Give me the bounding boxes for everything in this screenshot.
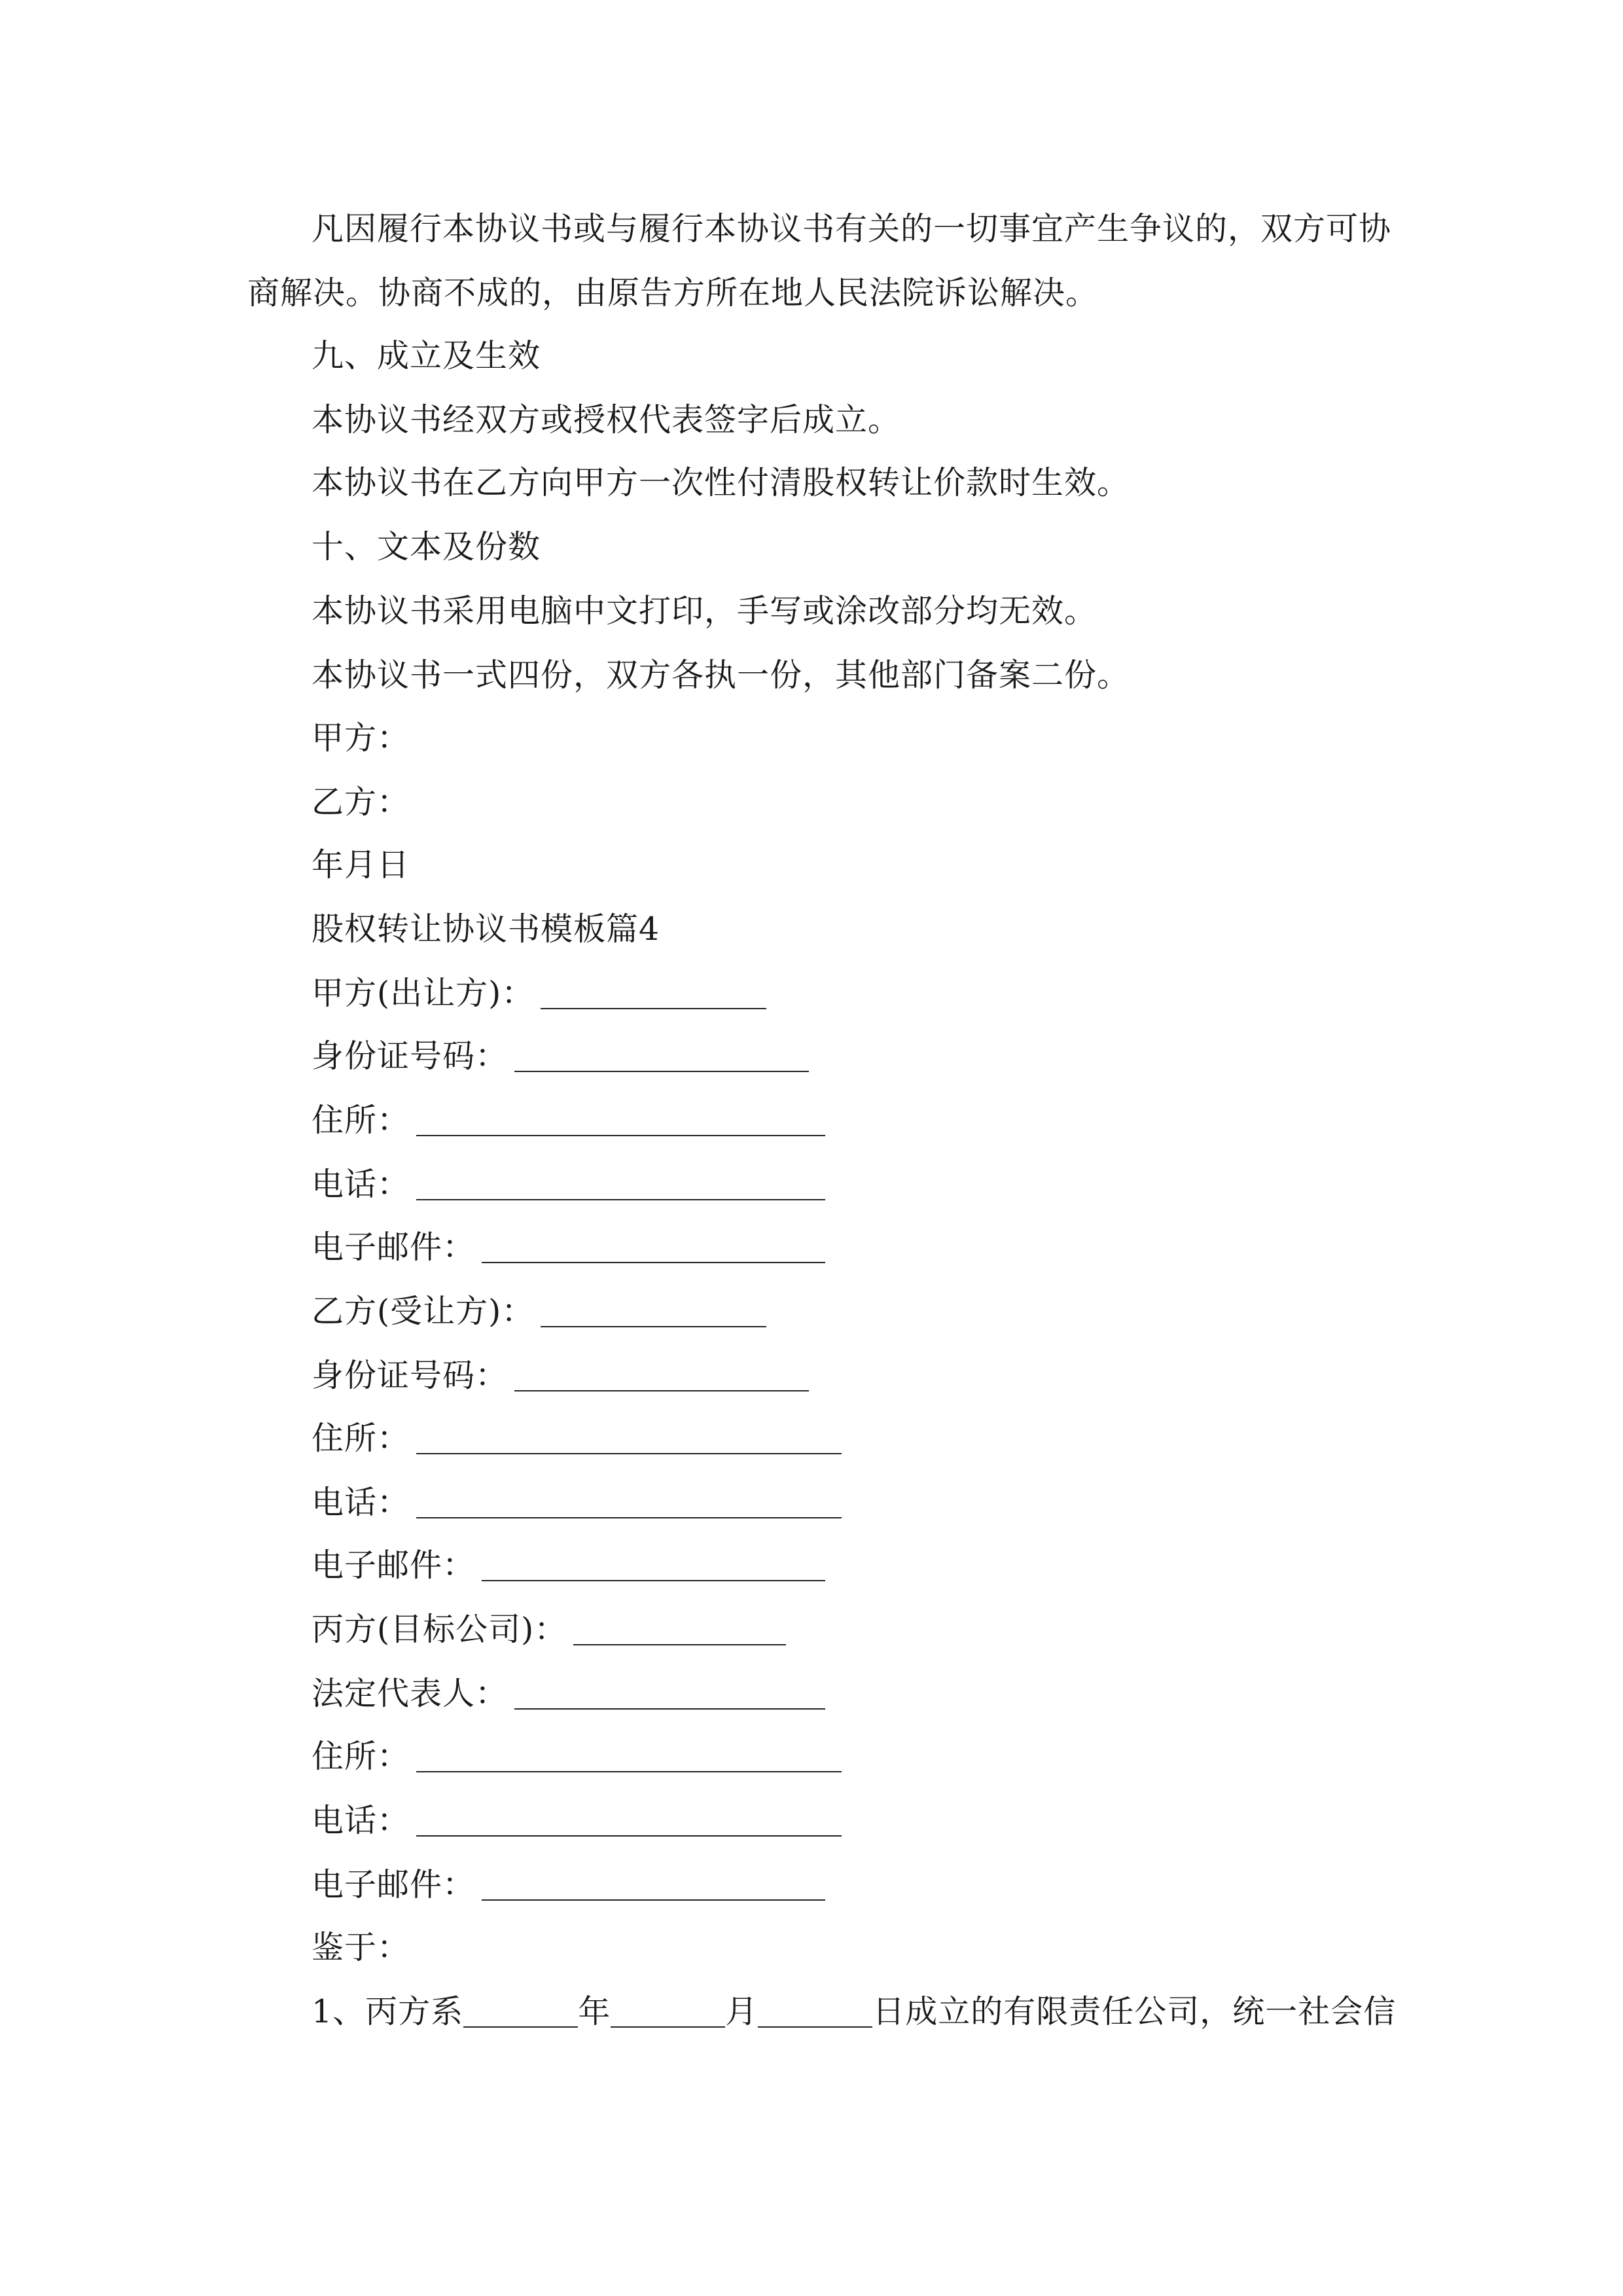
party-b-row (312, 1292, 766, 1331)
party-b-email-blank[interactable] (482, 1551, 825, 1581)
party-b-label: 乙方(受让方)： (312, 1293, 535, 1330)
whereas-1-year-blank[interactable] (463, 1998, 578, 2028)
party-a-phone-blank[interactable] (416, 1170, 825, 1200)
whereas-1-prefix: 1、丙方系 (312, 1993, 464, 2030)
party-b-id-row (312, 1356, 809, 1395)
party-b-email-label: 电子邮件： (312, 1547, 476, 1584)
whereas-1-year: 年 (578, 1993, 611, 2030)
party-c-email-label: 电子邮件： (312, 1866, 476, 1903)
whereas-1-month: 月 (725, 1993, 758, 2030)
section-10-line-2: 本协议书一式四份，双方各执一份，其他部门备案二份。 (312, 656, 1130, 694)
party-c-address-row (312, 1737, 842, 1776)
section-9-line-2: 本协议书在乙方向甲方一次性付清股权转让价款时生效。 (312, 464, 1130, 501)
whereas-label: 鉴于： (312, 1929, 410, 1966)
party-a-address-row (312, 1101, 825, 1140)
signature-party-b: 乙方： (312, 783, 410, 821)
party-b-email-row (312, 1546, 825, 1585)
party-c-email-blank[interactable] (482, 1871, 825, 1901)
whereas-1-month-blank[interactable] (611, 1998, 725, 2028)
whereas-1-suffix: 日成立的有限责任公司，统一社会信 (872, 1993, 1397, 2030)
party-c-phone-label: 电话： (312, 1802, 410, 1839)
party-c-rep-row (312, 1674, 825, 1713)
party-b-address-label: 住所： (312, 1420, 410, 1457)
whereas-item-1 (312, 1992, 1396, 2032)
party-c-phone-blank[interactable] (416, 1806, 842, 1837)
party-a-id-blank[interactable] (514, 1042, 809, 1072)
party-c-rep-blank[interactable] (514, 1679, 825, 1710)
party-c-address-label: 住所： (312, 1738, 410, 1775)
party-a-id-row (312, 1037, 809, 1076)
party-b-blank[interactable] (541, 1297, 766, 1327)
section-9-heading: 九、成立及生效 (312, 337, 541, 374)
party-c-rep-label: 法定代表人： (312, 1675, 508, 1712)
party-a-id-label: 身份证号码： (312, 1037, 508, 1075)
party-c-row (312, 1610, 786, 1649)
party-a-phone-label: 电话： (312, 1166, 410, 1203)
party-c-email-row (312, 1865, 825, 1905)
party-a-email-label: 电子邮件： (312, 1229, 476, 1266)
party-a-label: 甲方(出让方)： (312, 975, 535, 1012)
paragraph-1-line-2: 商解决。协商不成的，由原告方所在地人民法院诉讼解决。 (247, 274, 1099, 312)
signature-party-a: 甲方： (312, 719, 410, 757)
party-b-address-row (312, 1419, 842, 1458)
party-b-address-blank[interactable] (416, 1424, 842, 1454)
section-9-line-1: 本协议书经双方或授权代表签字后成立。 (312, 401, 901, 439)
party-a-row (312, 974, 766, 1013)
party-a-address-blank[interactable] (416, 1106, 825, 1136)
party-b-phone-label: 电话： (312, 1484, 410, 1521)
section-10-line-1: 本协议书采用电脑中文打印，手写或涂改部分均无效。 (312, 592, 1097, 630)
party-c-phone-row (312, 1801, 842, 1840)
template-title: 股权转让协议书模板篇4 (312, 910, 660, 948)
signature-date: 年月日 (312, 846, 410, 884)
party-b-id-blank[interactable] (514, 1361, 809, 1391)
party-c-label: 丙方(目标公司)： (312, 1611, 567, 1648)
party-c-blank[interactable] (573, 1615, 786, 1645)
party-a-email-blank[interactable] (482, 1233, 825, 1263)
party-b-phone-blank[interactable] (416, 1488, 842, 1518)
party-c-address-blank[interactable] (416, 1742, 842, 1772)
party-a-email-row (312, 1228, 825, 1267)
party-a-blank[interactable] (541, 979, 766, 1009)
party-a-phone-row (312, 1165, 825, 1204)
party-b-id-label: 身份证号码： (312, 1357, 508, 1394)
party-b-phone-row (312, 1483, 842, 1522)
section-10-heading: 十、文本及份数 (312, 528, 541, 565)
paragraph-1-line-1: 凡因履行本协议书或与履行本协议书有关的一切事宜产生争议的，双方可协 (312, 210, 1392, 247)
whereas-1-day-blank[interactable] (758, 1998, 872, 2028)
party-a-address-label: 住所： (312, 1102, 410, 1139)
